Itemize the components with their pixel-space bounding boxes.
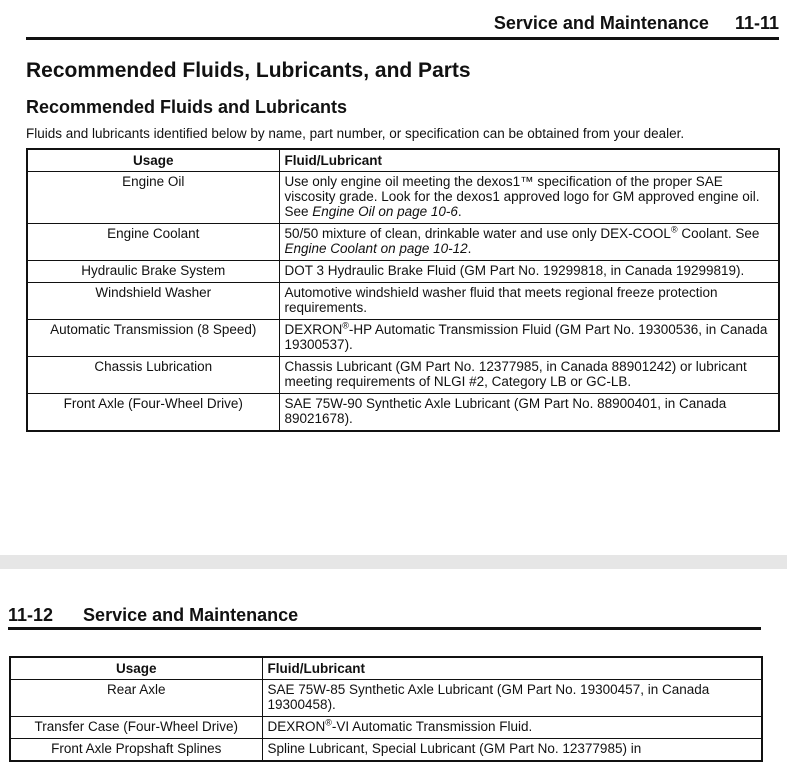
page-reference: Engine Oil on page 10-6 xyxy=(312,204,458,219)
usage-cell: Automatic Transmission (8 Speed) xyxy=(27,320,279,357)
usage-cell: Hydraulic Brake System xyxy=(27,261,279,283)
intro-paragraph: Fluids and lubricants identified below by name, part number, or specification can be obtained from your dealer. xyxy=(26,126,685,141)
table-row xyxy=(27,172,779,224)
usage-cell: Transfer Case (Four-Wheel Drive) xyxy=(10,717,262,739)
column-header-usage: Usage xyxy=(27,149,279,172)
table-row xyxy=(27,320,779,357)
fluid-cell: SAE 75W-85 Synthetic Axle Lubricant (GM Part No. 19300457, in Canada 19300458). xyxy=(262,680,762,717)
usage-cell: Engine Oil xyxy=(27,172,279,224)
table-row xyxy=(27,224,779,261)
fluid-cell: DOT 3 Hydraulic Brake Fluid (GM Part No. 19299818, in Canada 19299819). xyxy=(279,261,779,283)
fluid-text: DEXRON xyxy=(284,322,343,337)
column-header-fluid: Fluid/Lubricant xyxy=(262,657,762,680)
fluid-cell: Spline Lubricant, Special Lubricant (GM Part No. 12377985) in xyxy=(262,739,762,762)
fluid-text: 50/50 mixture of clean, drinkable water and use only DEX-COOL xyxy=(284,226,671,241)
fluid-text: Use only engine oil meeting the dexos1™ specification of the proper SAE viscosity grade. Look for the dexos1 approved logo for GM approved engine oil. See xyxy=(284,174,760,219)
fluid-cell: SAE 75W-90 Synthetic Axle Lubricant (GM Part No. 88900401, in Canada 89021678). xyxy=(279,394,779,432)
fluid-cell xyxy=(279,224,779,261)
column-header-usage: Usage xyxy=(10,657,262,680)
fluid-cell xyxy=(279,172,779,224)
page-11-12 xyxy=(0,569,787,756)
fluid-text: . xyxy=(457,204,462,219)
subsection-heading: Recommended Fluids and Lubricants xyxy=(26,97,348,117)
fluid-cell: Chassis Lubricant (GM Part No. 12377985, in Canada 88901242) or lubricant meeting requirements of NLGI #2, Category LB or GC-LB. xyxy=(279,357,779,394)
registered-mark: ® xyxy=(670,224,678,235)
fluid-cell: Automotive windshield washer fluid that meets regional freeze protection requirements. xyxy=(279,283,779,320)
usage-cell: Front Axle Propshaft Splines xyxy=(10,739,262,762)
section-heading: Recommended Fluids, Lubricants, and Parts xyxy=(26,59,471,82)
usage-cell: Chassis Lubrication xyxy=(27,357,279,394)
page-reference: Engine Coolant on page 10-12 xyxy=(284,241,468,256)
fluid-text: DEXRON xyxy=(267,719,326,734)
table-row xyxy=(27,261,779,283)
header-title: Service and Maintenance xyxy=(83,605,299,625)
table-row xyxy=(27,283,779,320)
usage-cell: Rear Axle xyxy=(10,680,262,717)
fluid-text: -HP Automatic Transmission Fluid (GM Part No. 19300536, in Canada 19300537). xyxy=(284,322,768,352)
table-header-row xyxy=(10,657,762,680)
page-separator xyxy=(0,555,787,569)
table-header-row xyxy=(27,149,779,172)
fluid-cell xyxy=(262,717,762,739)
fluid-text: Coolant. See xyxy=(677,226,760,241)
header-page-number: 11-11 xyxy=(734,13,779,33)
table-row xyxy=(10,717,762,739)
registered-mark: ® xyxy=(342,320,349,331)
fluid-text: -VI Automatic Transmission Fluid. xyxy=(331,719,533,734)
running-header xyxy=(8,605,761,630)
table-row xyxy=(27,394,779,432)
table-row xyxy=(10,739,762,762)
table-row xyxy=(27,357,779,394)
registered-mark: ® xyxy=(325,717,332,728)
fluids-table-continued xyxy=(9,656,763,762)
running-header xyxy=(26,10,779,40)
usage-cell: Front Axle (Four-Wheel Drive) xyxy=(27,394,279,432)
table-row xyxy=(10,680,762,717)
header-title: Service and Maintenance xyxy=(493,13,709,33)
fluids-table xyxy=(26,148,780,432)
usage-cell: Engine Coolant xyxy=(27,224,279,261)
column-header-fluid: Fluid/Lubricant xyxy=(279,149,779,172)
fluid-cell xyxy=(279,320,779,357)
usage-cell: Windshield Washer xyxy=(27,283,279,320)
header-page-number: 11-12 xyxy=(8,605,54,625)
fluid-text: . xyxy=(467,241,472,256)
